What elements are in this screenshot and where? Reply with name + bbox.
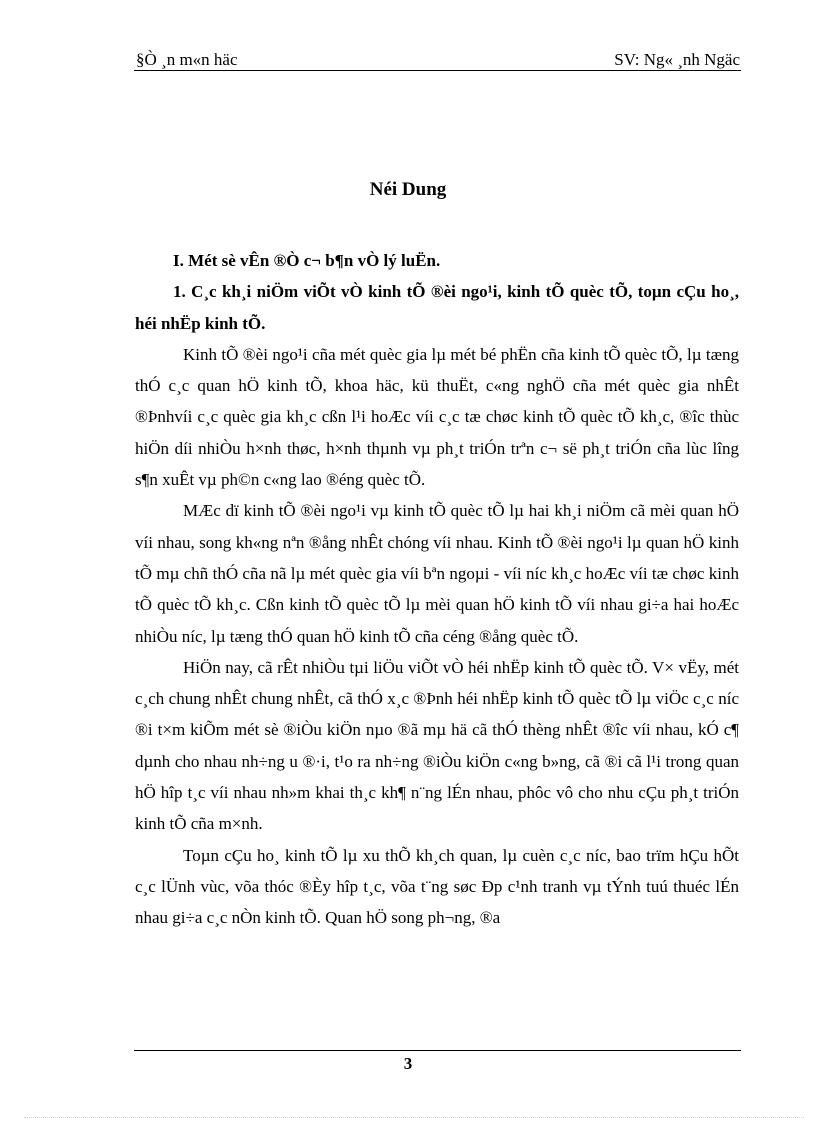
document-body <box>135 245 739 934</box>
body-paragraph: HiÖn nay, cã rÊt nhiÒu tµi liÖu viÕt vÒ héi nhËp kinh tÕ quèc tÕ. V× vËy, mét c¸ch chung nhÊt chung nhÊt, cã thÓ x¸c ®Þnh héi nhËp kinh tÕ quèc tÕ lµ viÖc c¸c níc ®i t×m kiÕm mét sè ®iÒu kiÖn nµo ®ã mµ hä cã thÓ thèng nhÊt ®îc víi nhau, kÓ c¶ dµnh cho nhau nh÷ng u ®·i, t¹o ra nh÷ng ®iÒu kiÖn c«ng b»ng, cã ®i cã l¹i trong quan hÖ hîp t¸c víi nhau nh»m khai th¸c kh¶ n¨ng lÉn nhau, phôc vô cho nhu cÇu ph¸t triÓn kinh tÕ cña m×nh. <box>135 657 739 834</box>
body-paragraph: MÆc dï kinh tÕ ®èi ngo¹i vµ kinh tÕ quèc tÕ lµ hai kh¸i niÖm cã mèi quan hÖ víi nhau, song kh«ng nªn ®ång nhÊt chóng víi nhau. Kinh tÕ ®èi ngo¹i lµ quan hÖ kinh tÕ mµ chñ thÓ cña nã lµ mét quèc gia víi bªn ngoµi - víi níc kh¸c hoÆc víi tæ chøc kinh tÕ quèc tÕ kh¸c. Cßn kinh tÕ quèc tÕ lµ mèi quan hÖ kinh tÕ víi nhau gi÷a hai hoÆc nhiÒu níc, lµ tæng thÓ quan hÖ kinh tÕ cña céng ®ång quèc tÕ. <box>135 501 739 646</box>
header-course-label: §Ò ¸n m«n häc <box>136 50 238 69</box>
header-student-name: SV: Ng« ¸nh Ngäc <box>614 50 740 69</box>
page-bottom-edge <box>24 1117 804 1118</box>
section-heading: I. Mét sè vÊn ®Ò c¬ b¶n vÒ lý luËn. <box>173 251 441 270</box>
body-paragraph: Kinh tÕ ®èi ngo¹i cña mét quèc gia lµ mét bé phËn cña kinh tÕ quèc tÕ, lµ tæng thÓ c¸c quan hÖ kinh tÕ, khoa häc, kü thuËt, c«ng nghÖ cña mét quèc gia nhÊt ®Þnhvíi c¸c quèc gia kh¸c cßn l¹i hoÆc víi c¸c tæ chøc kinh tÕ quèc tÕ kh¸c, ®îc thùc hiÖn díi nhiÒu h×nh thøc, h×nh thµnh vµ ph¸t triÓn trªn c¬ së ph¸t triÓn cña lùc lîng s¶n xuÊt vµ ph©n c«ng lao ®éng quèc tÕ. <box>135 344 739 490</box>
subsection-heading: 1. C¸c kh¸i niÖm viÕt vÒ kinh tÕ ®èi ngo¹i, kinh tÕ quèc tÕ, toµn cÇu ho¸, héi nhËp kinh tÕ. <box>135 282 739 333</box>
header-divider <box>134 70 741 71</box>
page-number: 3 <box>403 1054 413 1073</box>
footer-divider <box>134 1050 741 1051</box>
body-paragraph: Toµn cÇu ho¸ kinh tÕ lµ xu thÕ kh¸ch quan, lµ cuèn c¸c níc, bao trïm hÇu hÕt c¸c lÜnh vùc, võa thóc ®Èy hîp t¸c, võa t¨ng søc Ðp c¹nh tranh vµ tÝnh tuú thuéc lÉn nhau gi÷a c¸c nÒn kinh tÕ. Quan hÖ song ph¬ng, ®a <box>135 845 739 928</box>
page-title: Néi Dung <box>369 179 447 200</box>
